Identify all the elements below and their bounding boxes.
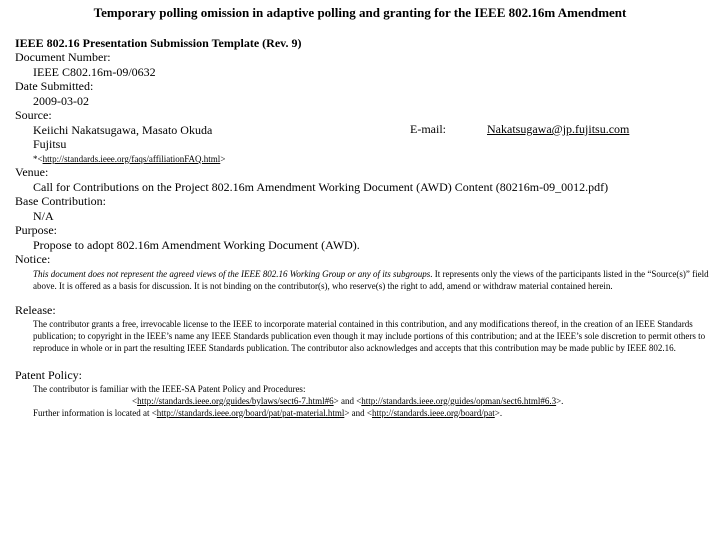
patent-label: Patent Policy: bbox=[15, 368, 82, 382]
purpose-label: Purpose: bbox=[15, 223, 57, 237]
patent-l3-pre: Further information is located at < bbox=[33, 407, 157, 418]
purpose-section bbox=[15, 223, 715, 252]
template-heading: IEEE 802.16 Presentation Submission Template (Rev. 9) bbox=[15, 36, 302, 50]
notice-text bbox=[15, 267, 715, 292]
notice-label: Notice: bbox=[15, 252, 51, 266]
email-label: E-mail: bbox=[410, 122, 446, 136]
venue-label: Venue: bbox=[15, 165, 49, 179]
opman-link[interactable]: http://standards.ieee.org/guides/opman/sect6.html#6.3 bbox=[361, 395, 557, 406]
bylaws-link[interactable]: http://standards.ieee.org/guides/bylaws/sect6-7.html#6 bbox=[137, 395, 334, 406]
date-label: Date Submitted: bbox=[15, 79, 94, 93]
base-label: Base Contribution: bbox=[15, 194, 106, 208]
date-value: 2009-03-02 bbox=[33, 93, 89, 108]
affiliation-faq-link[interactable]: http://standards.ieee.org/faqs/affiliationFAQ.html bbox=[42, 153, 221, 164]
faq-suffix: > bbox=[220, 153, 226, 164]
venue-value: Call for Contributions on the Project 802.16m Amendment Working Document (AWD) Content (80216m-09_0012.pdf) bbox=[33, 179, 609, 194]
board-pat-link[interactable]: http://standards.ieee.org/board/pat bbox=[371, 407, 495, 418]
purpose-value: Propose to adopt 802.16m Amendment Working Document (AWD). bbox=[33, 237, 360, 252]
notice-rest: . It represents only the views of the participants listed in the “Source(s)” field above. It is offered as a basis for discussion. It is not binding on the contributor(s), who reserve(s) the right to add, amend or withdraw material contained herein. bbox=[33, 268, 709, 291]
patent-l2-pre: < bbox=[132, 395, 138, 406]
notice-italic: This document does not represent the agreed views of the IEEE 802.16 Working Group or any of its subgroups bbox=[33, 268, 431, 279]
source-authors: Keiichi Nakatsugawa, Masato Okuda bbox=[33, 122, 213, 137]
patent-section bbox=[15, 368, 715, 419]
patent-line-1: The contributor is familiar with the IEEE-SA Patent Policy and Procedures: bbox=[33, 383, 306, 394]
notice-section bbox=[15, 252, 715, 292]
source-affiliation: Fujitsu bbox=[33, 137, 67, 151]
release-section bbox=[15, 303, 715, 354]
source-label: Source: bbox=[15, 108, 52, 122]
release-label: Release: bbox=[15, 303, 56, 317]
venue-section bbox=[15, 165, 715, 194]
affiliation-faq bbox=[15, 152, 715, 165]
doc-number-label: Document Number: bbox=[15, 50, 111, 64]
patent-l2-post: >. bbox=[556, 395, 564, 406]
patent-line-2 bbox=[15, 395, 715, 407]
base-contribution-section bbox=[15, 194, 715, 223]
page-title: Temporary polling omission in adaptive polling and granting for the IEEE 802.16m Amendment bbox=[93, 5, 627, 20]
release-text: The contributor grants a free, irrevocable license to the IEEE to incorporate material contained in this contribution, and any modifications thereof, in the creation of an IEEE Standards publication; to copyright in the IEEE’s name any IEEE Standards publication even though it may include portions of this contribution; and at the IEEE’s sole discretion to permit others to reproduce in whole or in part the resulting IEEE Standards publication. The contributor also acknowledges and accepts that this contribution may be made public by IEEE 802.16. bbox=[33, 318, 706, 353]
patent-l3-mid: > and < bbox=[344, 407, 372, 418]
doc-number-section bbox=[15, 50, 715, 79]
faq-prefix: *< bbox=[33, 153, 43, 164]
doc-number-value: IEEE C802.16m-09/0632 bbox=[33, 64, 156, 79]
date-section bbox=[15, 79, 715, 108]
patent-line-3 bbox=[15, 407, 715, 419]
email-link[interactable]: Nakatsugawa@jp.fujitsu.com bbox=[487, 122, 630, 136]
patent-l3-post: >. bbox=[494, 407, 503, 418]
patent-l2-mid: > and < bbox=[333, 395, 362, 406]
pat-material-link[interactable]: http://standards.ieee.org/board/pat/pat-material.html bbox=[156, 407, 345, 418]
base-value: N/A bbox=[33, 208, 54, 223]
